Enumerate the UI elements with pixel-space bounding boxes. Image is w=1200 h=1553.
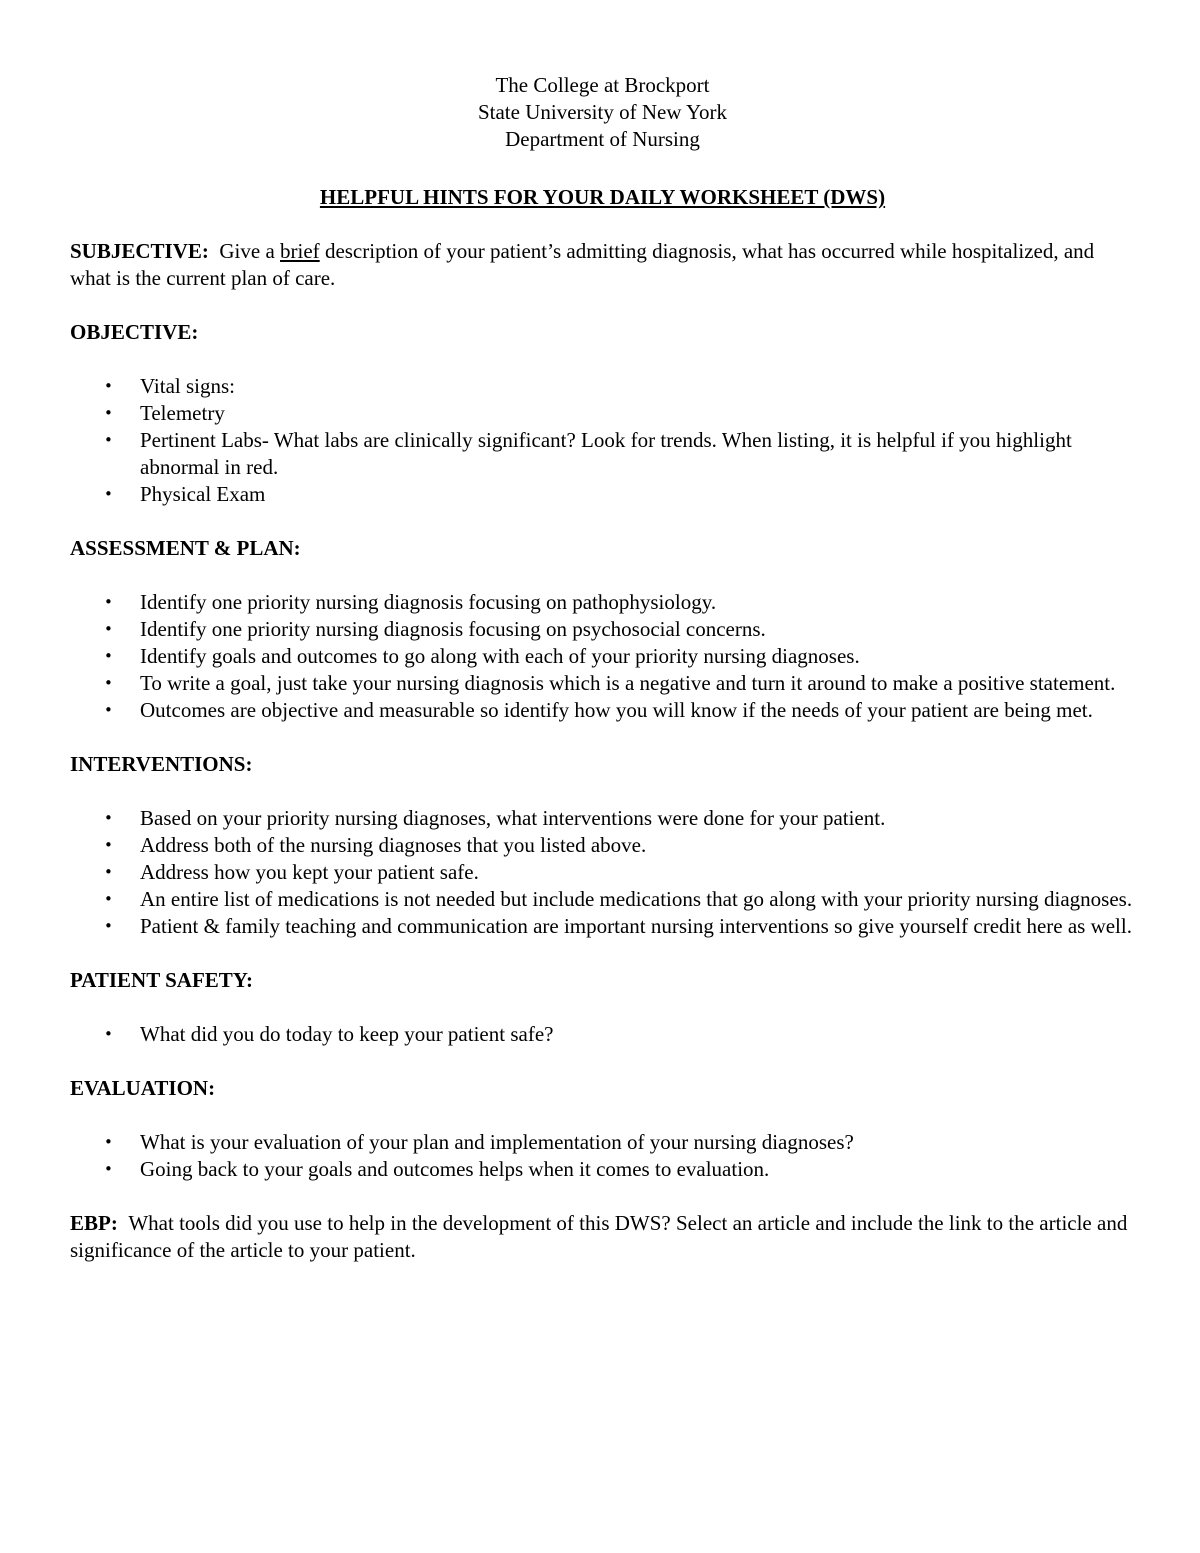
list-item <box>70 886 1135 913</box>
list-item <box>70 1021 1135 1048</box>
objective-heading: OBJECTIVE: <box>70 320 199 344</box>
bullet-icon: • <box>104 1133 113 1151</box>
bullet-icon: • <box>104 485 113 503</box>
bullet-icon: • <box>104 1160 113 1178</box>
list-item-text: To write a goal, just take your nursing diagnosis which is a negative and turn it around to make a positive statement. <box>140 671 1116 695</box>
list-item-text: Patient & family teaching and communication are important nursing interventions so give yourself credit here as well. <box>140 914 1132 938</box>
document-title: HELPFUL HINTS FOR YOUR DAILY WORKSHEET (DWS) <box>319 185 886 209</box>
subjective-section <box>70 238 1135 292</box>
subjective-text-emphasis: brief <box>280 239 320 263</box>
list-item-text: An entire list of medications is not needed but include medications that go along with your priority nursing diagnoses. <box>140 887 1133 911</box>
bullet-icon: • <box>104 890 113 908</box>
list-item <box>70 643 1135 670</box>
list-item-text: Outcomes are objective and measurable so identify how you will know if the needs of your patient are being met. <box>140 698 1093 722</box>
objective-list <box>70 373 1135 508</box>
list-item-text: Identify goals and outcomes to go along with each of your priority nursing diagnoses. <box>140 644 860 668</box>
department-name: Department of Nursing <box>505 127 700 151</box>
list-item-text: Based on your priority nursing diagnoses, what interventions were done for your patient. <box>140 806 886 830</box>
university-name: State University of New York <box>477 100 728 124</box>
list-item-text: Identify one priority nursing diagnosis focusing on pathophysiology. <box>140 590 717 614</box>
list-item <box>70 481 1135 508</box>
subjective-text-post: description of your patient’s admitting diagnosis, what has occurred while hospitalized, and what is the current plan of care. <box>70 239 1095 290</box>
bullet-icon: • <box>104 431 113 449</box>
list-item <box>70 1156 1135 1183</box>
list-item-text: What is your evaluation of your plan and implementation of your nursing diagnoses? <box>140 1130 854 1154</box>
ebp-section <box>70 1210 1135 1264</box>
list-item-text: Address how you kept your patient safe. <box>140 860 479 884</box>
list-item <box>70 697 1135 724</box>
list-item <box>70 1129 1135 1156</box>
list-item <box>70 913 1135 940</box>
assessment-list <box>70 589 1135 724</box>
bullet-icon: • <box>104 701 113 719</box>
bullet-icon: • <box>104 377 113 395</box>
bullet-icon: • <box>104 836 113 854</box>
list-item <box>70 832 1135 859</box>
list-item <box>70 805 1135 832</box>
list-item-text: What did you do today to keep your patient safe? <box>140 1022 554 1046</box>
evaluation-list <box>70 1129 1135 1183</box>
institution-name: The College at Brockport <box>495 73 710 97</box>
list-item-text: Telemetry <box>140 401 225 425</box>
ebp-text: What tools did you use to help in the development of this DWS? Select an article and include the link to the article and significance of the article to your patient. <box>70 1211 1128 1262</box>
interventions-list <box>70 805 1135 940</box>
list-item <box>70 589 1135 616</box>
list-item-text: Going back to your goals and outcomes helps when it comes to evaluation. <box>140 1157 770 1181</box>
bullet-icon: • <box>104 863 113 881</box>
list-item <box>70 859 1135 886</box>
list-item <box>70 400 1135 427</box>
bullet-icon: • <box>104 917 113 935</box>
bullet-icon: • <box>104 620 113 638</box>
subjective-heading: SUBJECTIVE: <box>70 239 209 263</box>
evaluation-heading: EVALUATION: <box>70 1076 216 1100</box>
bullet-icon: • <box>104 404 113 422</box>
patient-safety-heading: PATIENT SAFETY: <box>70 968 254 992</box>
interventions-heading: INTERVENTIONS: <box>70 752 253 776</box>
bullet-icon: • <box>104 647 113 665</box>
bullet-icon: • <box>104 674 113 692</box>
patient-safety-list <box>70 1021 1135 1048</box>
list-item <box>70 373 1135 400</box>
list-item <box>70 427 1135 481</box>
list-item <box>70 616 1135 643</box>
list-item-text: Physical Exam <box>140 482 266 506</box>
bullet-icon: • <box>104 593 113 611</box>
list-item-text: Vital signs: <box>140 374 235 398</box>
document-page <box>70 72 1135 1264</box>
subjective-text-pre: Give a <box>219 239 281 263</box>
bullet-icon: • <box>104 809 113 827</box>
list-item-text: Identify one priority nursing diagnosis focusing on psychosocial concerns. <box>140 617 766 641</box>
assessment-heading: ASSESSMENT & PLAN: <box>70 536 301 560</box>
bullet-icon: • <box>104 1025 113 1043</box>
list-item <box>70 670 1135 697</box>
list-item-text: Pertinent Labs- What labs are clinically significant? Look for trends. When listing, it is helpful if you highlight abnormal in red. <box>140 428 1072 479</box>
list-item-text: Address both of the nursing diagnoses that you listed above. <box>140 833 647 857</box>
ebp-heading: EBP: <box>70 1211 118 1235</box>
